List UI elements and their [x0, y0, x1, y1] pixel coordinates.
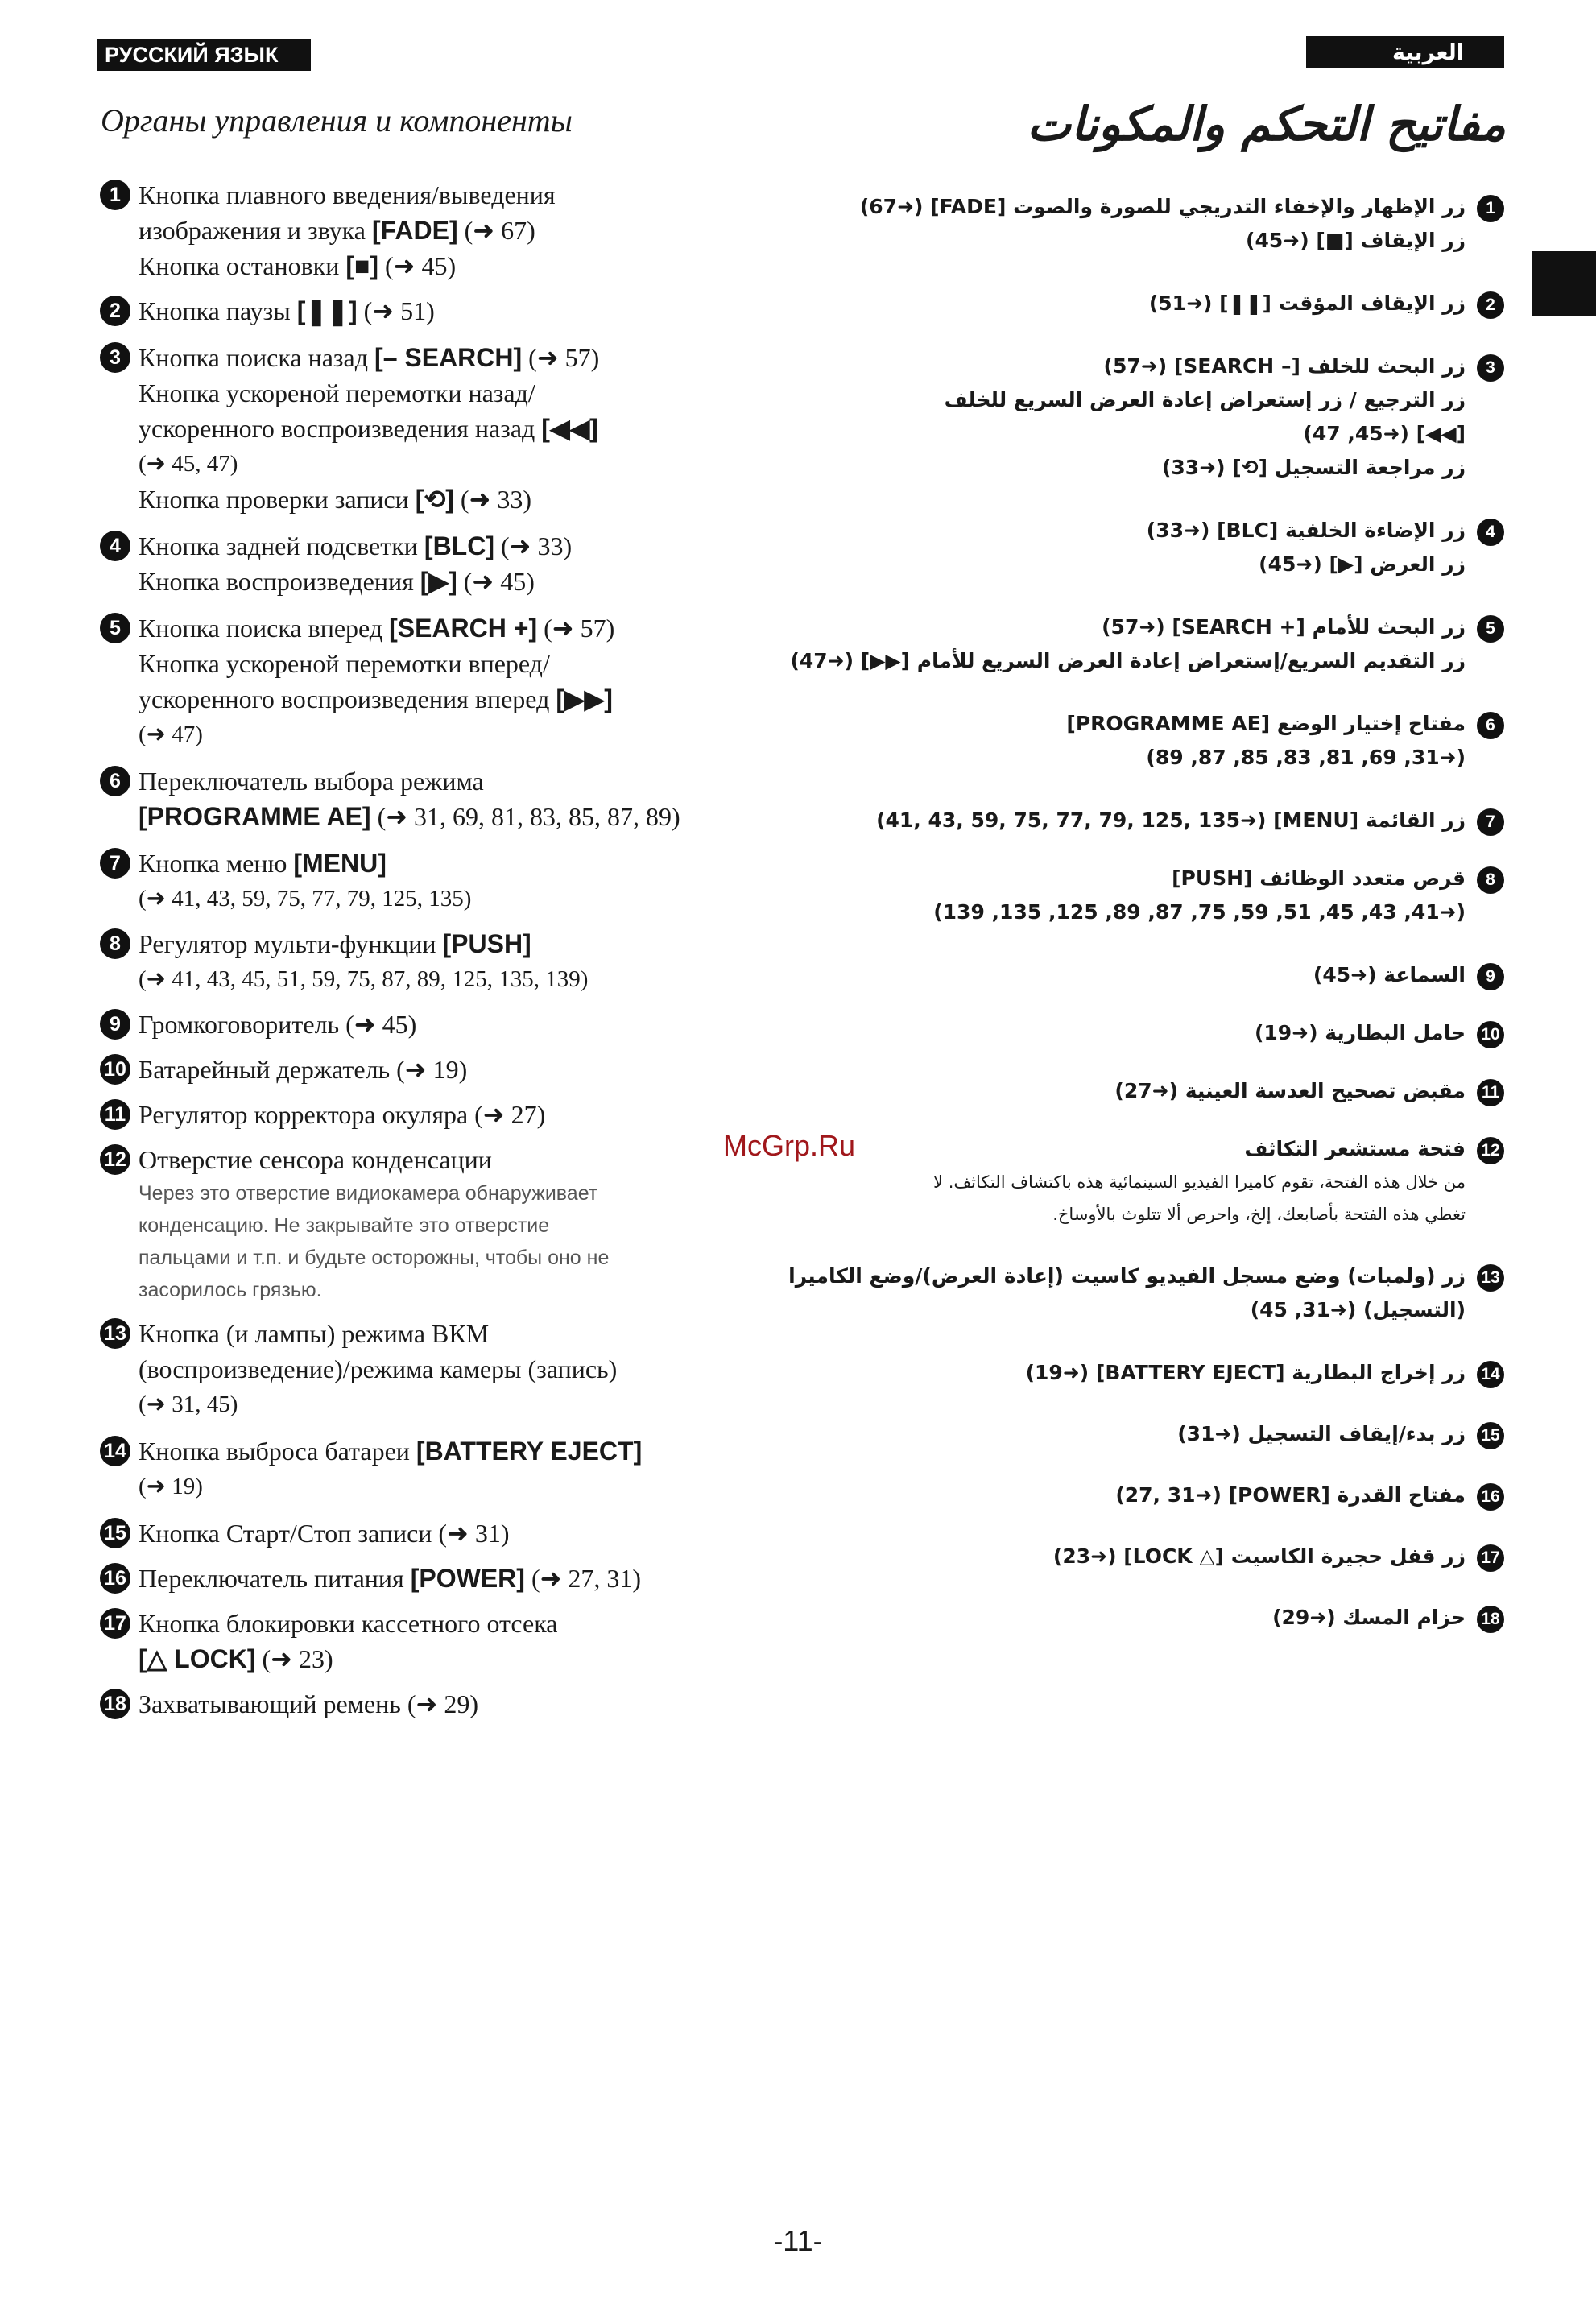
ru-item-line: Громкоговоритель (➜ 45): [139, 1010, 417, 1039]
ar-item-12: [854, 1132, 1504, 1230]
ru-item-5: [100, 610, 760, 752]
ru-item-2: [100, 293, 760, 329]
page-title-russian: Органы управления и компоненты: [101, 102, 573, 139]
ar-item-1: [854, 190, 1504, 258]
ru-item-9: [100, 1007, 760, 1042]
ru-item-line: Кнопка выброса батареи [BATTERY EJECT]: [139, 1437, 643, 1466]
language-tag-arabic: العربية: [1306, 36, 1504, 68]
ru-item-line: Кнопка проверки записи [⟲] (➜ 33): [139, 485, 532, 514]
item-number-badge: 8: [1477, 866, 1504, 894]
ru-item-note-line: пальцами и т.п. и будьте осторожны, чтобы оно не: [139, 1247, 610, 1269]
item-number-badge: 8: [100, 928, 130, 959]
ar-item-line: مفتاح القدرة [POWER] (➜27, 31): [1115, 1483, 1466, 1507]
ru-item-line: (➜ 19): [139, 1474, 203, 1499]
item-number-badge: 16: [100, 1563, 130, 1594]
ru-item-17: [100, 1606, 760, 1677]
ar-item-9: [854, 958, 1504, 992]
item-number-badge: 12: [1477, 1137, 1504, 1164]
ar-item-11: [854, 1074, 1504, 1108]
item-number-badge: 3: [1477, 354, 1504, 382]
ru-item-line: Регулятор мульти-функции [PUSH]: [139, 929, 531, 958]
ru-item-line: Батарейный держатель (➜ 19): [139, 1055, 468, 1084]
ru-item-line: Кнопка задней подсветки [BLC] (➜ 33): [139, 531, 573, 560]
ru-item-line: изображения и звука [FADE] (➜ 67): [139, 216, 535, 245]
ar-item-line: زر الترجيع / زر إستعراض إعادة العرض السريع للخلف: [944, 388, 1466, 411]
item-number-badge: 2: [1477, 291, 1504, 319]
ru-item-11: [100, 1097, 760, 1132]
item-number-badge: 17: [1477, 1544, 1504, 1572]
ru-item-line: Кнопка паузы [❚❚] (➜ 51): [139, 296, 435, 325]
ar-item-line: زر العرض [▶] (➜45): [1259, 552, 1466, 576]
ru-item-line: Кнопка (и лампы) режима ВКМ: [139, 1319, 490, 1348]
ru-item-line: Кнопка поиска вперед [SEARCH +] (➜ 57): [139, 614, 615, 643]
item-number-badge: 10: [1477, 1021, 1504, 1048]
ru-item-line: Кнопка ускореной перемотки вперед/: [139, 649, 550, 678]
item-number-badge: 4: [1477, 519, 1504, 546]
item-number-badge: 4: [100, 531, 130, 561]
ar-item-line: (التسجيل) (➜31, 45): [1250, 1298, 1466, 1321]
page-title-arabic: مفاتيح التحكم والمكونات: [1027, 97, 1506, 151]
ru-item-7: [100, 846, 760, 916]
ru-item-3: [100, 340, 760, 517]
ru-item-line: Переключатель выбора режима: [139, 767, 484, 796]
ru-item-line: Кнопка Старт/Стоп записи (➜ 31): [139, 1519, 510, 1548]
ar-item-line: حامل البطارية (➜19): [1254, 1021, 1466, 1044]
ru-item-15: [100, 1515, 760, 1551]
ru-item-line: (➜ 41, 43, 59, 75, 77, 79, 125, 135): [139, 886, 472, 912]
item-number-badge: 1: [100, 180, 130, 210]
ar-item-15: [854, 1417, 1504, 1451]
ar-item-17: [854, 1540, 1504, 1573]
russian-controls-list: [100, 177, 760, 1731]
ar-item-line: زر إخراج البطارية [BATTERY EJECT] (➜19): [1025, 1361, 1466, 1384]
ar-item-line: زر بدء/إيقاف التسجيل (➜31): [1177, 1422, 1466, 1445]
item-number-badge: 11: [1477, 1079, 1504, 1106]
watermark: McGrp.Ru: [723, 1129, 856, 1162]
ar-item-13: [788, 1259, 1504, 1327]
ar-item-line: زر (ولمبات) وضع مسجل الفيديو كاسيت (إعادة العرض)/وضع الكاميرا: [788, 1264, 1466, 1288]
ar-item-line: زر البحث للأمام [+ SEARCH] (➜57): [1102, 615, 1466, 639]
ar-item-line: زر الإيقاف المؤقت [❚❚] (➜51): [1148, 291, 1466, 315]
ru-item-note-line: конденсацию. Не закрывайте это отверстие: [139, 1214, 550, 1237]
ar-item-line: (➜41, 43, 45, 51, 59, 75, 87, 89, 125, 135, 139): [933, 900, 1466, 924]
ar-item-7: [854, 804, 1504, 837]
section-side-tab: [1532, 251, 1596, 316]
ar-item-6: [854, 707, 1504, 775]
ru-item-line: (➜ 45, 47): [139, 451, 238, 477]
ru-item-line: Кнопка остановки [■] (➜ 45): [139, 251, 457, 280]
ar-item-line: زر قفل حجيرة الكاسيت [△ LOCK] (➜23): [1052, 1544, 1466, 1568]
ar-item-line: السماعة (➜45): [1313, 963, 1466, 986]
item-number-badge: 18: [1477, 1606, 1504, 1633]
ar-item-18: [854, 1601, 1504, 1635]
ar-item-4: [854, 514, 1504, 581]
ar-item-8: [854, 862, 1504, 929]
ar-item-line: مقبض تصحيح العدسة العينية (➜27): [1114, 1079, 1466, 1102]
ar-item-line: حزام المسك (➜29): [1272, 1606, 1466, 1629]
item-number-badge: 14: [100, 1436, 130, 1466]
ar-item-line: قرص متعدد الوظائف [PUSH]: [1172, 866, 1466, 890]
item-number-badge: 14: [1477, 1361, 1504, 1388]
ru-item-note-line: засорилось грязью.: [139, 1279, 322, 1301]
ru-item-line: (воспроизведение)/режима камеры (запись): [139, 1354, 618, 1383]
ar-item-line: زر القائمة [MENU] (➜41, 43, 59, 75, 77, 79, 125, 135): [876, 808, 1466, 832]
ru-item-line: Кнопка плавного введения/выведения: [139, 180, 556, 209]
item-number-badge: 7: [100, 848, 130, 879]
item-number-badge: 9: [1477, 963, 1504, 990]
item-number-badge: 12: [100, 1144, 130, 1175]
ar-item-10: [854, 1016, 1504, 1050]
item-number-badge: 7: [1477, 808, 1504, 836]
ar-item-3: [854, 349, 1504, 485]
ru-item-line: [△ LOCK] (➜ 23): [139, 1644, 333, 1673]
item-number-badge: 1: [1477, 195, 1504, 222]
item-number-badge: 11: [100, 1099, 130, 1130]
item-number-badge: 13: [1477, 1264, 1504, 1292]
page-number: -11-: [773, 2224, 823, 2257]
item-number-badge: 15: [100, 1518, 130, 1548]
ru-item-8: [100, 926, 760, 997]
ru-item-line: Регулятор корректора окуляра (➜ 27): [139, 1100, 546, 1129]
item-number-badge: 6: [1477, 712, 1504, 739]
ar-item-line: زر البحث للخلف [– SEARCH] (➜57): [1103, 354, 1466, 378]
ru-item-line: Кнопка поиска назад [– SEARCH] (➜ 57): [139, 343, 600, 372]
ar-item-2: [854, 287, 1504, 320]
ru-item-line: (➜ 47): [139, 721, 203, 747]
ar-item-16: [854, 1478, 1504, 1512]
ru-item-4: [100, 528, 760, 599]
ru-item-16: [100, 1561, 760, 1596]
item-number-badge: 5: [100, 613, 130, 643]
ar-item-line: فتحة مستشعر التكاثف: [1244, 1137, 1466, 1160]
ar-item-5: [790, 610, 1504, 678]
ar-item-line: مفتاح إختيار الوضع [PROGRAMME AE]: [1066, 712, 1466, 735]
ar-item-line: زر مراجعة التسجيل [⟲] (➜33): [1161, 456, 1466, 479]
ru-item-1: [100, 177, 760, 283]
ru-item-13: [100, 1316, 760, 1422]
ar-item-line: زر التقديم السريع/إستعراض إعادة العرض السريع للأمام [▶▶] (➜47): [790, 649, 1466, 672]
ru-item-line: Кнопка меню [MENU]: [139, 849, 387, 878]
ru-item-14: [100, 1433, 760, 1504]
ru-item-note-line: Через это отверстие видиокамера обнаруживает: [139, 1182, 598, 1205]
ru-item-line: Отверстие сенсора конденсации: [139, 1145, 492, 1174]
ar-item-14: [854, 1356, 1504, 1390]
ar-item-line: (➜31, 69, 81, 83, 85, 87, 89): [1146, 746, 1466, 769]
item-number-badge: 17: [100, 1608, 130, 1639]
ru-item-line: Кнопка воспроизведения [▶] (➜ 45): [139, 567, 535, 596]
ar-item-note-line: تغطي هذه الفتحة بأصابعك، إلخ، واحرص ألا تتلوث بالأوساخ.: [1052, 1205, 1466, 1224]
item-number-badge: 13: [100, 1318, 130, 1349]
ru-item-line: (➜ 41, 43, 45, 51, 59, 75, 87, 89, 125, 135, 139): [139, 966, 589, 992]
ru-item-line: Захватывающий ремень (➜ 29): [139, 1689, 478, 1718]
item-number-badge: 15: [1477, 1422, 1504, 1449]
ar-item-line: [◀◀] (➜45, 47): [1303, 422, 1466, 445]
ru-item-6: [100, 763, 760, 834]
language-tag-russian: РУССКИЙ ЯЗЫК: [97, 39, 311, 71]
ru-item-12: [100, 1142, 760, 1306]
ru-item-line: ускоренного воспроизведения назад [◀◀]: [139, 414, 598, 443]
item-number-badge: 5: [1477, 615, 1504, 643]
item-number-badge: 6: [100, 766, 130, 796]
item-number-badge: 3: [100, 342, 130, 373]
ru-item-line: Кнопка ускореной перемотки назад/: [139, 378, 535, 407]
ru-item-line: (➜ 31, 45): [139, 1391, 238, 1417]
ar-item-line: زر الإظهار والإخفاء التدريجي للصورة والصوت [FADE] (➜67): [859, 195, 1466, 218]
ru-item-10: [100, 1052, 760, 1087]
ru-item-line: ускоренного воспроизведения вперед [▶▶]: [139, 684, 613, 713]
ar-item-note-line: من خلال هذه الفتحة، تقوم كاميرا الفيديو السينمائية هذه باكتشاف التكاثف. لا: [933, 1172, 1466, 1192]
item-number-badge: 9: [100, 1009, 130, 1040]
ar-item-line: زر الإضاءة الخلفية [BLC] (➜33): [1146, 519, 1466, 542]
item-number-badge: 10: [100, 1054, 130, 1085]
ru-item-18: [100, 1686, 760, 1722]
item-number-badge: 16: [1477, 1483, 1504, 1511]
item-number-badge: 2: [100, 296, 130, 326]
item-number-badge: 18: [100, 1689, 130, 1719]
ru-item-line: [PROGRAMME AE] (➜ 31, 69, 81, 83, 85, 87, 89): [139, 802, 680, 831]
ru-item-line: Кнопка блокировки кассетного отсека: [139, 1609, 558, 1638]
ar-item-line: زر الإيقاف [■] (➜45): [1246, 229, 1466, 252]
ru-item-line: Переключатель питания [POWER] (➜ 27, 31): [139, 1564, 642, 1593]
